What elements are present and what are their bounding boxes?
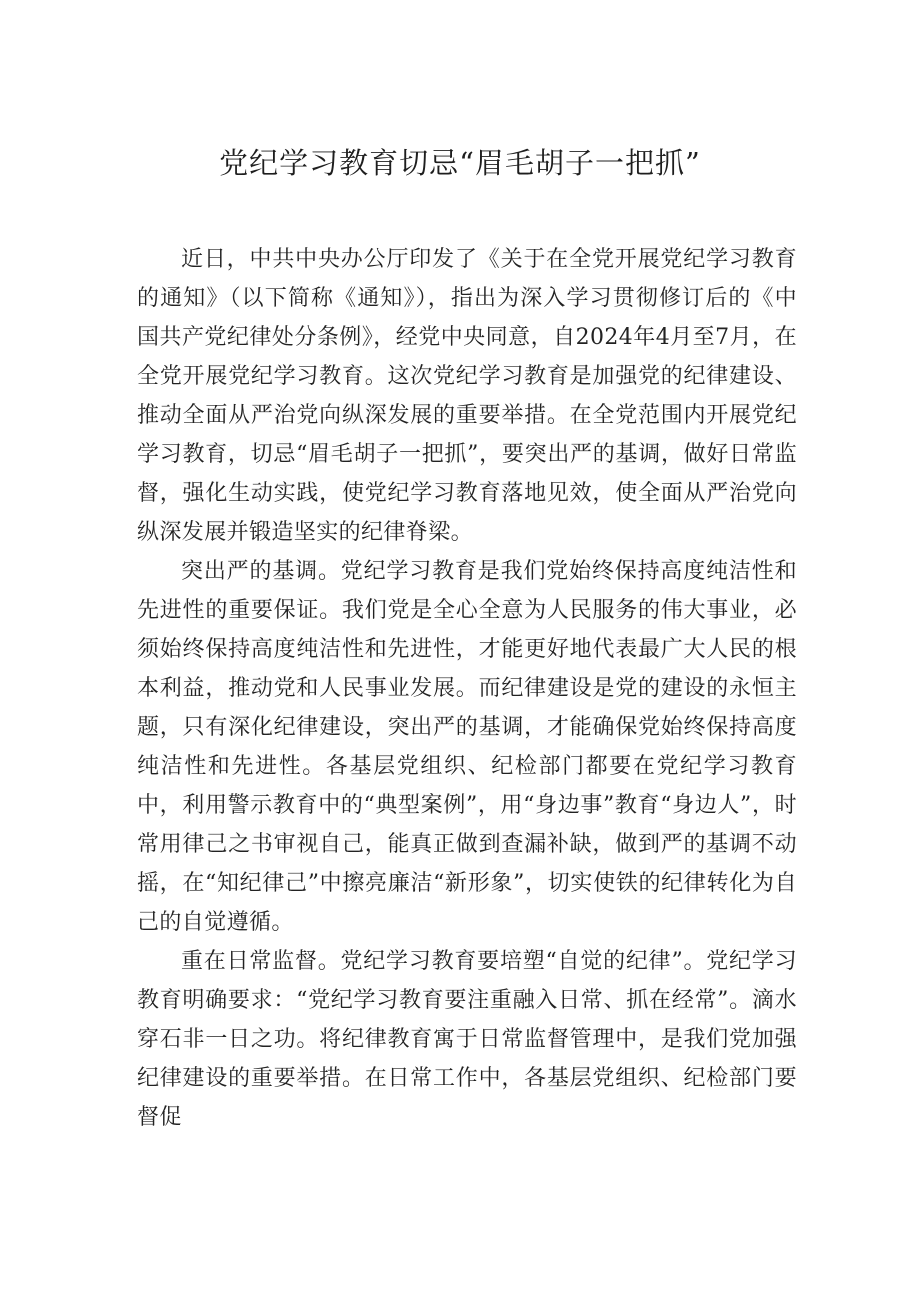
- document-title: 党纪学习教育切忌“眉毛胡子一把抓”: [219, 146, 701, 180]
- paragraph-daily-supervision: 重在日常监督。党纪学习教育要培塑“自觉的纪律”。党纪学习教育明确要求：“党纪学习教育要注重融入日常、抓在经常”。滴水穿石非一日之功。将纪律教育寓于日常监督管理中，是我们党加强纪律建设的重要举措。在日常工作中，各基层党组织、纪检部门要督促: [137, 949, 797, 1130]
- document-body: [137, 240, 797, 1137]
- paragraph-intro: 近日，中共中央办公厅印发了《关于在全党开展党纪学习教育的通知》（以下简称《通知》），指出为深入学习贯彻修订后的《中国共产党纪律处分条例》，经党中央同意，自2024年4月至7月，在全党开展党纪学习教育。这次党纪学习教育是加强党的纪律建设、推动全面从严治党向纵深发展的重要举措。在全党范围内开展党纪学习教育，切忌“眉毛胡子一把抓”，要突出严的基调，做好日常监督，强化生动实践，使党纪学习教育落地见效，使全面从严治党向纵深发展并锻造坚实的纪律脊梁。: [137, 247, 797, 545]
- paragraph-strict-tone: 突出严的基调。党纪学习教育是我们党始终保持高度纯洁性和先进性的重要保证。我们党是全心全意为人民服务的伟大事业，必须始终保持高度纯洁性和先进性，才能更好地代表最广大人民的根本利益，推动党和人民事业发展。而纪律建设是党的建设的永恒主题，只有深化纪律建设，突出严的基调，才能确保党始终保持高度纯洁性和先进性。各基层党组织、纪检部门都要在党纪学习教育中，利用警示教育中的“典型案例”，用“身边事”教育“身边人”，时常用律己之书审视自己，能真正做到查漏补缺，做到严的基调不动摇，在“知纪律己”中擦亮廉洁“新形象”，切实使铁的纪律转化为自己的自觉遵循。: [137, 559, 797, 935]
